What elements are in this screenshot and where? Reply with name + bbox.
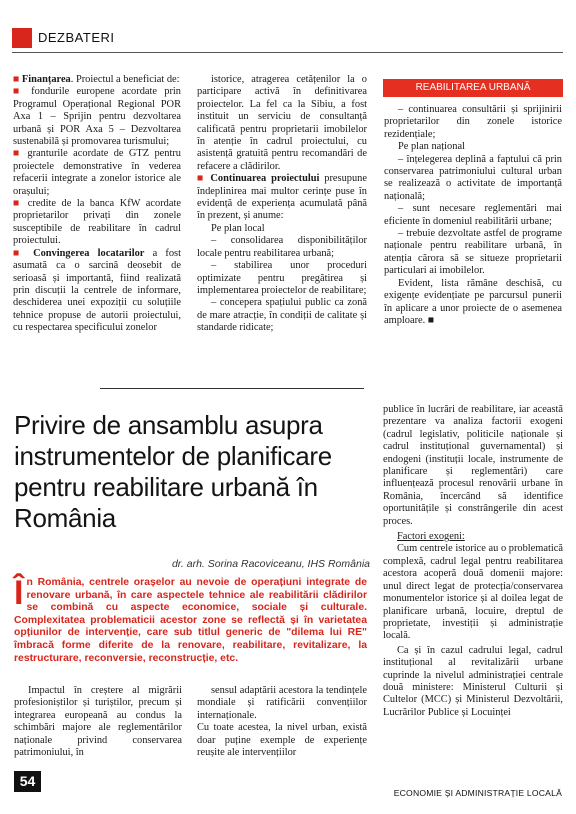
drop-cap: Î	[14, 574, 24, 612]
section-marker	[12, 28, 32, 48]
paragraph-text: – înțelegerea deplină a faptului că prin conservarea patrimoniului cultural urban se realizează o activitate de importanță națională;	[384, 153, 562, 202]
article-author: dr. arh. Sorina Racoviceanu, IHS România	[171, 558, 370, 570]
col3-paragraph	[384, 104, 562, 141]
lead-text: n România, centrele orașelor au nevoie de operațiuni integrate de renovare urbană, în care aspectele tehnice ale reabilitării clădirilor se combină cu aspecte economice, sociale și culturale. Complexitatea problematicii acestor zone se reflectă și în varietatea opțiunilor de intervenție, care sub titlul generic de "dilema lui RE" îmbracă forme diferite de la renovare, reabilitare, revitalizare, la restructurare, reconversie, reconstrucție, etc.	[14, 577, 367, 664]
col2-paragraph	[197, 74, 367, 173]
paragraph-text: Pe plan național	[398, 141, 465, 153]
page-number: 54	[14, 771, 41, 792]
magazine-name: ECONOMIE ȘI ADMINISTRAȚIE LOCALĂ	[393, 788, 562, 798]
article-lead	[14, 574, 367, 665]
bold-lead: Continuarea proiectului	[210, 173, 320, 185]
bullet-icon: ■	[197, 173, 211, 185]
paragraph-text: presupune îndeplinirea mai multor cerințe puse în evidență de experiența acumulată până în prezent, și anume:	[197, 173, 367, 222]
col2-paragraph	[197, 235, 367, 260]
col3-paragraph	[384, 141, 562, 153]
paragraph-text: – trebuie dezvoltate astfel de programe naționale pentru reabilitare urbană, în atenția cărora să se situeze proprietarii particulari ai imobilelor.	[384, 228, 562, 277]
paragraph-text: – stabilirea unor proceduri optimizate pentru pregătirea și implementarea proiectelor de reabilitare;	[197, 260, 367, 296]
header-rule	[12, 52, 563, 53]
paragraph-text: a fost asumată ca o sarcină deosebit de serioasă și importantă, fiind realizată prin discuții la centrele de informare, deschiderea unei expoziții cu soluțiile tehnice propuse de autorii proiectului, cu respectarea specificului zonelor	[13, 247, 181, 334]
article-column-a: Impactul în creștere al migrării profesioniștilor și turiștilor, precum și integrarea europeană au condus la schimbări majore ale reglementărilor naționale privind conservarea patrimoniului, în	[14, 685, 182, 759]
col2-paragraph	[197, 173, 367, 223]
paragraph-text: – concepera spațiului public ca zonă de mare atracție, în condiții de calitate și standarde ridicate;	[197, 297, 367, 334]
paragraph-text: granturile acordate de GTZ pentru proiectele demonstrative în vederea refacerii integrate a zonelor istorice ale orașului;	[13, 148, 181, 197]
bullet-icon: ■	[13, 86, 32, 98]
col1-paragraph	[13, 148, 181, 198]
paragraph-text: credite de la banca KfW acordate proprietarilor privați din zonele susceptibile de reabilitare în cadrul proiectului.	[13, 198, 181, 247]
column-2	[197, 74, 367, 335]
col1-paragraph	[13, 198, 181, 248]
paragraph-text: – sunt necesare reglementări mai eficiente în domeniul reabilitării urbane;	[384, 203, 562, 227]
bullet-icon: ■	[13, 198, 28, 210]
column-3	[384, 104, 562, 327]
paragraph-text: Pe plan local	[211, 222, 265, 234]
article-column-b: sensul adaptării acestora la tendințele mondiale și ratificării convențiilor internaționale. Cu toate acestea, la nivel urban, există doar puține exemple de experiențe reușite ale intervențiilor	[197, 685, 367, 759]
col3-paragraph	[384, 154, 562, 204]
article-separator	[100, 388, 364, 389]
paragraph-text: fondurile europene acordate prin Programul Operațional Regional POR Axa 1 – Sprijin pentru dezvoltarea urbană și POR Axa 5 – Dezvoltarea sustenabilă și promovarea turismului;	[13, 86, 181, 148]
end-mark-icon: ■	[425, 314, 435, 326]
article-column-c	[383, 404, 563, 719]
col2-paragraph	[197, 223, 367, 235]
bold-lead: Convingerea locatarilor	[33, 247, 145, 259]
paragraph-text: – continuarea consultării și sprijinirii proprietarilor din zonele istorice rezidențiale;	[384, 104, 562, 140]
paragraph-text: istorice, atragerea cetățenilor la o participare activă în definitivarea proiectelor. La fel ca la Sibiu, a fost instituit un serviciu de consultanță calificată pentru proprietarii imobilelor în atenție în cadrul proiectului, cu asistență gratuită pentru recomandări de refacere a clădirilor.	[197, 74, 367, 172]
col2-paragraph	[197, 260, 367, 297]
col-c-paragraph-2: Cum centrele istorice au o problematică complexă, cadrul legal pentru reabilitarea acestora acoperă două domenii majore: unul direct legat de protecția/conservarea monumentelor istorice și al doilea legat de planificare urbană, locuire, dreptul de proprietate, investiții și administrație locală.	[383, 543, 563, 642]
article-title: Privire de ansamblu asupra instrumentelor de planificare pentru reabilitare urbană în România	[14, 410, 332, 533]
col1-paragraph	[13, 86, 181, 148]
paragraph-text: Evident, lista rămâne deschisă, cu exigențe evidențiate pe parcursul punerii în aplicare a unor proiecte de o asemenea amploare.	[384, 277, 562, 326]
bullet-icon: ■	[13, 148, 28, 160]
col-c-paragraph-3: Ca și în cazul cadrului legal, cadrul instituțional al revitalizării urbane cuprinde la nivelul administrației centrale două ministere: Ministerul Culturii și Cultelor (MCC) și Ministerul Dezvoltării, Lucrărilor Publice și Locuinței	[383, 644, 563, 718]
column-1	[13, 74, 181, 335]
col1-paragraph	[13, 74, 181, 86]
section-tag: DEZBATERI	[38, 30, 115, 45]
col2-paragraph	[197, 297, 367, 334]
col3-paragraph	[384, 278, 562, 328]
col-c-heading: Factori exogeni:	[397, 531, 465, 543]
paragraph-text: – consolidarea disponibilităților locale pentru reabilitarea urbană;	[197, 235, 367, 259]
col1-paragraph	[13, 248, 181, 335]
bullet-icon: ■	[13, 247, 34, 259]
section-box-title: REABILITAREA URBANĂ	[383, 79, 563, 97]
paragraph-text: . Proiectul a beneficiat de:	[70, 74, 180, 85]
col-c-paragraph-1: publice în lucrări de reabilitare, iar această prezentare va analiza factorii exogeni (cadrul legislativ, politicile naționale și cadrul instituțional guvernamental) și endogeni (instituții locale, instrumente de planificare și reglementări) care influențează procesul renovării urbane în România, încercând să identifice oportunitățile și constrângerile din acest proces.	[383, 404, 563, 527]
bullet-icon: ■	[13, 74, 22, 85]
col3-paragraph	[384, 203, 562, 228]
col3-paragraph	[384, 228, 562, 278]
bold-lead: Finanțarea	[21, 74, 71, 85]
